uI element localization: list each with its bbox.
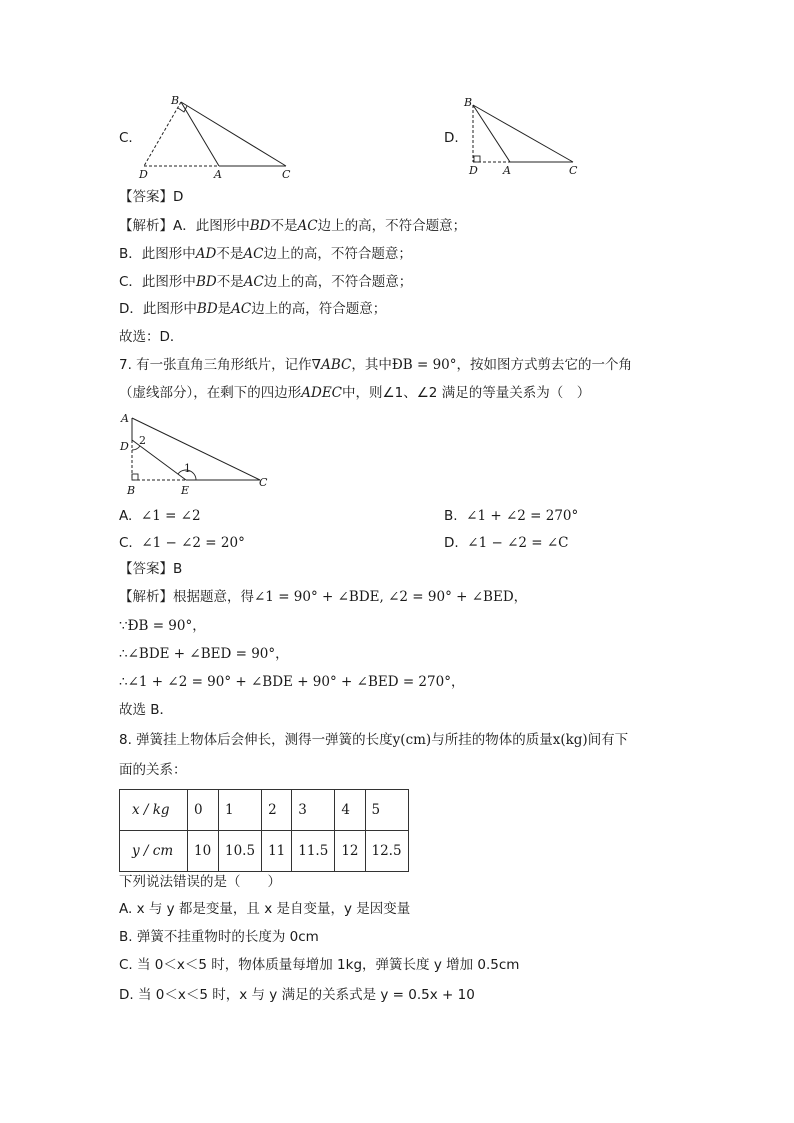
q6-figure-c <box>136 92 306 182</box>
analysis-text: 根据题意，得 <box>173 589 254 605</box>
table-cell: 10 <box>188 831 219 872</box>
stem-text: 与所挂的物体的质量 <box>431 732 553 748</box>
q7-option-c <box>119 533 245 553</box>
q7-option-d <box>444 533 569 553</box>
q8-data-table <box>119 789 409 872</box>
stem-text: 中，则∠1、∠2 满足的等量关系为（ ） <box>342 385 591 401</box>
segment: AD <box>195 246 217 262</box>
fig7-label-e: E <box>181 484 190 497</box>
fig-c-label-b: B <box>171 94 180 107</box>
relation: 不是 <box>216 246 244 262</box>
q7-option-b <box>444 506 578 526</box>
option-text: ∠1 = ∠2 <box>140 508 201 524</box>
q6-conclusion: 故选：D． <box>119 329 184 345</box>
q6-analysis-line-d <box>119 299 386 319</box>
row-header-y: y / cm <box>120 831 188 872</box>
table-cell: 0 <box>188 790 219 831</box>
analysis-label: 【解析】 <box>119 218 173 234</box>
table-cell: 1 <box>219 790 262 831</box>
stem-text: 8. 弹簧挂上物体后会伸长，测得一弹簧的长度 <box>119 732 393 748</box>
q7-because: ∵ÐB = 90°， <box>119 618 206 634</box>
table-cell: 3 <box>292 790 335 831</box>
y-variable: y(cm) <box>392 732 432 748</box>
analysis-math: ∠1 = 90° + ∠BDE, ∠2 = 90° + ∠BED <box>254 589 514 605</box>
option-label: B. <box>444 508 458 524</box>
fig-c-label-a: A <box>214 168 222 181</box>
quad-name: ADEC <box>301 385 343 401</box>
q6-figure-d <box>460 92 610 182</box>
segment: BD <box>196 301 218 317</box>
fig7-label-b: B <box>127 484 136 497</box>
q6-analysis-line-c <box>119 272 412 292</box>
fig-d-label-a: A <box>503 164 511 177</box>
q7-stem-line1 <box>119 355 632 375</box>
table-row-y <box>120 831 409 872</box>
table-cell: 10.5 <box>219 831 262 872</box>
fig7-label-1: 1 <box>184 462 191 475</box>
option-label: C. <box>119 535 133 551</box>
analysis-label: 【解析】 <box>119 589 173 605</box>
q6-option-c-label: C. <box>119 130 133 146</box>
segment: AC <box>297 218 318 234</box>
segment: AC <box>231 301 252 317</box>
analysis-tail: 边上的高，不符合题意； <box>317 218 467 234</box>
q7-analysis-line1 <box>119 587 527 607</box>
fig-d-label-b: B <box>464 96 473 109</box>
relation: 是 <box>217 301 232 317</box>
table-cell: 5 <box>365 790 408 831</box>
answer-label: 【答案】 <box>119 561 173 577</box>
option-text: ∠1 + ∠2 = 270° <box>466 508 579 524</box>
q6-answer <box>119 187 183 207</box>
fig7-label-a: A <box>121 412 129 425</box>
option-text: ∠1 − ∠2 = ∠C <box>467 535 569 551</box>
analysis-tail: 边上的高，符合题意； <box>251 301 387 317</box>
table-cell: 12.5 <box>365 831 408 872</box>
q7-therefore-2: ∴∠1 + ∠2 = 90° + ∠BDE + 90° + ∠BED = 270°， <box>119 674 465 690</box>
analysis-tail: 边上的高，不符合题意； <box>263 246 412 262</box>
q8-option-c: C. 当 0＜x＜5 时，物体质量每增加 1kg，弹簧长度 y 增加 0.5cm <box>119 957 520 973</box>
fig-c-label-d: D <box>139 168 148 181</box>
segment: AC <box>243 246 264 262</box>
table-cell: 11.5 <box>292 831 335 872</box>
triangle-name: ∇ABC <box>311 357 352 373</box>
row-header-x: x / kg <box>120 790 188 831</box>
fig-d-label-d: D <box>469 164 478 177</box>
option-text: ∠1 − ∠2 = 20° <box>141 535 245 551</box>
q6-analysis-line-b <box>119 244 412 264</box>
q8-stem-line1 <box>119 730 628 750</box>
fig7-label-2: 2 <box>139 434 146 447</box>
relation: 不是 <box>216 274 244 290</box>
answer-value: B <box>173 561 183 577</box>
q6-option-d-label: D. <box>444 130 459 146</box>
analysis-line-prefix: C．此图形中 <box>119 274 196 290</box>
x-variable: x(kg) <box>552 732 588 748</box>
q7-answer <box>119 559 182 579</box>
segment: BD <box>195 274 217 290</box>
analysis-line-prefix: A．此图形中 <box>173 218 250 234</box>
analysis-tail: 边上的高，不符合题意； <box>263 274 413 290</box>
table-row-x <box>120 790 409 831</box>
stem-text: 间有下 <box>587 732 629 748</box>
q7-figure <box>118 408 278 498</box>
segment: AC <box>243 274 264 290</box>
answer-value: D <box>173 189 184 205</box>
q8-option-b: B. 弹簧不挂重物时的长度为 0cm <box>119 929 319 945</box>
table-cell: 4 <box>335 790 365 831</box>
option-label: A. <box>119 508 133 524</box>
answer-label: 【答案】 <box>119 189 173 205</box>
q7-therefore-1: ∴∠BDE + ∠BED = 90°， <box>119 646 289 662</box>
analysis-text: ， <box>513 589 528 605</box>
angle-b: ÐB = 90° <box>391 357 457 373</box>
table-cell: 12 <box>335 831 365 872</box>
fig-d-label-c: C <box>569 164 578 177</box>
q8-stem-line2: 面的关系： <box>119 762 187 778</box>
q7-stem-line2 <box>119 383 590 403</box>
q7-conclusion: 故选 B． <box>119 702 174 718</box>
fig7-label-c: C <box>259 476 268 489</box>
fig-c-label-c: C <box>282 168 291 181</box>
analysis-line-prefix: D．此图形中 <box>119 301 197 317</box>
option-label: D. <box>444 535 459 551</box>
segment: BD <box>249 218 271 234</box>
fig7-label-d: D <box>120 440 129 453</box>
q8-option-a: A. x 与 y 都是变量，且 x 是自变量，y 是因变量 <box>119 901 411 917</box>
table-cell: 2 <box>262 790 292 831</box>
relation: 不是 <box>270 218 298 234</box>
stem-text: ，按如图方式剪去它的一个角 <box>456 357 632 373</box>
q8-question: 下列说法错误的是（ ） <box>119 874 281 890</box>
stem-text: （虚线部分），在剩下的四边形 <box>119 385 302 401</box>
table-cell: 11 <box>262 831 292 872</box>
stem-text: ，其中 <box>351 357 392 373</box>
analysis-line-prefix: B．此图形中 <box>119 246 196 262</box>
q7-option-a <box>119 506 201 526</box>
q6-analysis-line-a <box>119 216 466 236</box>
q8-option-d: D. 当 0＜x＜5 时，x 与 y 满足的关系式是 y = 0.5x + 10 <box>119 987 475 1003</box>
stem-text: 7. 有一张直角三角形纸片，记作 <box>119 357 312 373</box>
